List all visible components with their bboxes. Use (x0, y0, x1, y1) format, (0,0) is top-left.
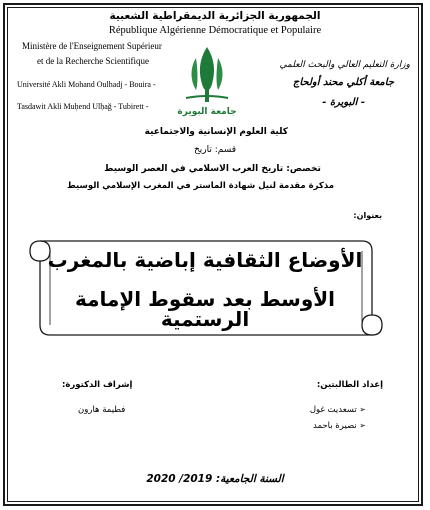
bullet-icon: ➢ (356, 421, 366, 430)
header-arabic-republic: الجمهورية الجزائرية الديمقراطية الشعبية (109, 10, 321, 22)
supervisor-name: فطيمة هارون (78, 405, 126, 415)
student-name-1: ➢ تسعديت غول (309, 405, 366, 415)
thesis-title-line1: الأوضاع الثقافية إباضية بالمغرب (47, 248, 363, 272)
specialty: تخصص: تاريخ العرب الاسلامي في العصر الوسيط (104, 164, 321, 174)
university-ar: جامعة أكلي محند أولحاج (292, 77, 394, 88)
ministry-ar: وزارة التعليم العالي والبحث العلمي (279, 60, 410, 70)
supervisor-label: إشراف الدكتورة: (62, 380, 133, 390)
academic-year: السنة الجامعية: 2019/ 2020 (146, 473, 284, 485)
ministry-fr-line2: et de la Recherche Scientifique (37, 56, 149, 66)
students-label: إعداد الطالبتين: (316, 380, 383, 390)
thesis-title-line2: الأوسط بعد سقوط الإمامة الرستمية (74, 287, 336, 331)
title-label: بعنوان: (353, 211, 382, 220)
student-name-2: ➢ نصيرة باحمد (313, 421, 366, 431)
city-ar: - البويرة - (322, 97, 365, 108)
faculty-name: كلية العلوم الإنسانية والاجتماعية (144, 127, 288, 137)
department-name: قسم: تاريخ (193, 145, 237, 155)
ministry-fr-line1: Ministère de l'Enseignement Supérieur (22, 41, 162, 51)
university-fr: Université Akli Mohand Oulhadj - Bouira - (17, 80, 156, 89)
university-logo (176, 44, 238, 118)
logo-caption: جامعة البويرة (177, 107, 237, 117)
memo-description: مذكرة مقدمة لنيل شهادة الماستر في المغرب الإسلامي الوسيط (66, 181, 334, 191)
header-french-republic: République Algérienne Démocratique et Populaire (108, 25, 322, 36)
bullet-icon: ➢ (356, 405, 366, 414)
university-kabyle: Tasdawit Akli Muḥend Ulḥağ - Tubirett - (17, 102, 149, 111)
